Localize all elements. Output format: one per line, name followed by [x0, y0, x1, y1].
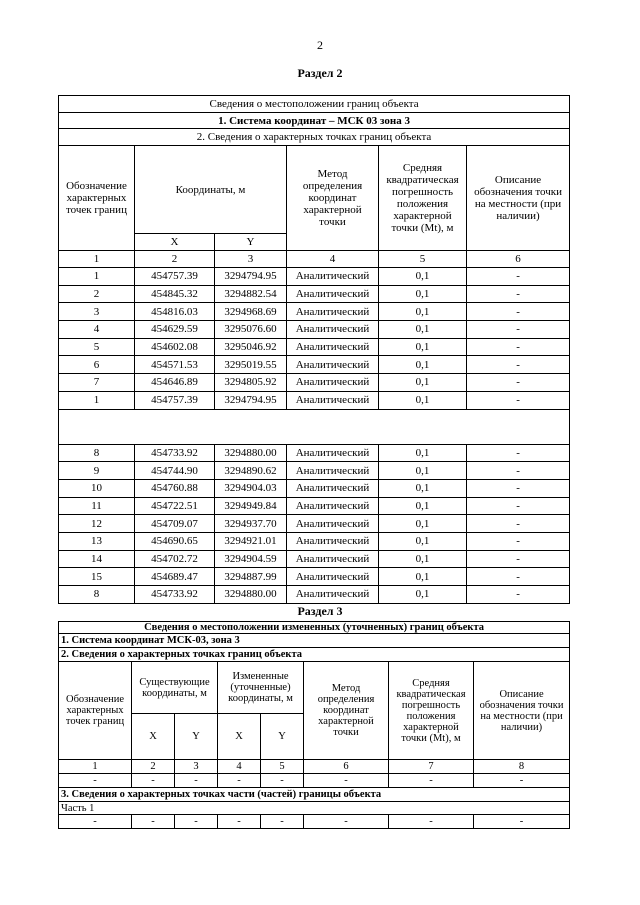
table-cell: 0,1	[379, 568, 467, 586]
table-cell: 3294937.70	[215, 515, 287, 533]
col-number: 1	[59, 251, 135, 268]
dash-cell: -	[132, 774, 175, 788]
separator-cell	[59, 409, 570, 444]
table-cell: 454646.89	[135, 374, 215, 392]
section2-heading: Раздел 2	[297, 66, 343, 80]
table-cell: -	[467, 515, 570, 533]
dash-cell: -	[218, 774, 261, 788]
dash-cell: -	[474, 815, 570, 829]
s3-header-y: Y	[261, 714, 304, 760]
header-error: Средняя квадратическая погрешность положения характерной точки (Mt), м	[379, 146, 467, 251]
dash-cell: -	[304, 815, 389, 829]
table-row	[59, 268, 570, 286]
table-cell: -	[467, 462, 570, 480]
table-cell: Аналитический	[287, 479, 379, 497]
group2-rows	[59, 444, 570, 603]
table-cell: 0,1	[379, 550, 467, 568]
table-cell: 454722.51	[135, 497, 215, 515]
header-description: Описание обозначения точки на местности (при наличии)	[467, 146, 570, 251]
table-cell: 10	[59, 479, 135, 497]
table-cell: 0,1	[379, 586, 467, 604]
table-cell: Аналитический	[287, 285, 379, 303]
table-cell: Аналитический	[287, 462, 379, 480]
table-cell: -	[467, 550, 570, 568]
table-cell: Аналитический	[287, 338, 379, 356]
table-cell: 0,1	[379, 356, 467, 374]
table-cell: 454733.92	[135, 586, 215, 604]
table-cell: 2	[59, 285, 135, 303]
table-cell: Аналитический	[287, 586, 379, 604]
table-cell: 3294880.00	[215, 586, 287, 604]
table-cell: 3295019.55	[215, 356, 287, 374]
s3-col-number: 6	[304, 760, 389, 774]
s3-col-number: 8	[474, 760, 570, 774]
section3-part-label: Часть 1	[59, 802, 570, 815]
table-cell: 454757.39	[135, 391, 215, 409]
table-cell: 454689.47	[135, 568, 215, 586]
table-row	[59, 285, 570, 303]
table-row	[59, 462, 570, 480]
table-row	[59, 356, 570, 374]
table-cell: Аналитический	[287, 568, 379, 586]
table-cell: -	[467, 391, 570, 409]
dash-cell: -	[261, 774, 304, 788]
table-row	[59, 391, 570, 409]
table-cell: 454744.90	[135, 462, 215, 480]
table-cell: -	[467, 374, 570, 392]
table-cell: 4	[59, 321, 135, 339]
table-cell: 454571.53	[135, 356, 215, 374]
table-cell: 14	[59, 550, 135, 568]
section2-title: Сведения о местоположении границ объекта	[59, 96, 570, 113]
col-number: 2	[135, 251, 215, 268]
s3-col-number: 2	[132, 760, 175, 774]
table-cell: 9	[59, 462, 135, 480]
table-cell: 0,1	[379, 303, 467, 321]
table-cell: 0,1	[379, 268, 467, 286]
table-cell: -	[467, 303, 570, 321]
table-cell: 0,1	[379, 391, 467, 409]
dash-cell: -	[175, 815, 218, 829]
table-cell: 3295076.60	[215, 321, 287, 339]
table-cell: 0,1	[379, 338, 467, 356]
section2-subtitle: 2. Сведения о характерных точках границ объекта	[59, 129, 570, 146]
dash-cell: -	[218, 815, 261, 829]
table-cell: 8	[59, 586, 135, 604]
table-cell: -	[467, 338, 570, 356]
table-cell: 454733.92	[135, 444, 215, 462]
table-row	[59, 303, 570, 321]
table-cell: -	[467, 532, 570, 550]
table-cell: 0,1	[379, 532, 467, 550]
table-row	[59, 568, 570, 586]
table-cell: Аналитический	[287, 550, 379, 568]
s3-header-existing: Существующие координаты, м	[132, 662, 218, 714]
table-row	[59, 586, 570, 604]
header-point: Обозначение характерных точек границ	[59, 146, 135, 251]
section3-table	[58, 621, 570, 829]
s3-col-number: 3	[175, 760, 218, 774]
table-cell: 3294794.95	[215, 391, 287, 409]
table-cell: 0,1	[379, 462, 467, 480]
table-cell: 3294904.59	[215, 550, 287, 568]
table-cell: -	[467, 356, 570, 374]
header-y: Y	[215, 234, 287, 251]
table-cell: 3295046.92	[215, 338, 287, 356]
s3-col-number: 1	[59, 760, 132, 774]
group1-rows	[59, 268, 570, 410]
table-cell: 0,1	[379, 374, 467, 392]
dash-cell: -	[132, 815, 175, 829]
s3-header-description: Описание обозначения точки на местности (при наличии)	[474, 662, 570, 760]
table-cell: 5	[59, 338, 135, 356]
section2-table	[58, 95, 570, 604]
table-cell: Аналитический	[287, 515, 379, 533]
section3-title: Сведения о местоположении измененных (уточненных) границ объекта	[59, 622, 570, 634]
table-row	[59, 532, 570, 550]
s3-col-number: 5	[261, 760, 304, 774]
table-cell: 3294882.54	[215, 285, 287, 303]
dash-cell: -	[389, 774, 474, 788]
col-number: 5	[379, 251, 467, 268]
table-cell: Аналитический	[287, 532, 379, 550]
table-cell: -	[467, 285, 570, 303]
table-cell: 454702.72	[135, 550, 215, 568]
table-row	[59, 497, 570, 515]
header-x: X	[135, 234, 215, 251]
table-cell: -	[467, 497, 570, 515]
table-row	[59, 479, 570, 497]
table-cell: 454816.03	[135, 303, 215, 321]
table-cell: 12	[59, 515, 135, 533]
table-cell: 454760.88	[135, 479, 215, 497]
table-cell: Аналитический	[287, 391, 379, 409]
table-cell: 3294880.00	[215, 444, 287, 462]
table-cell: -	[467, 268, 570, 286]
table-cell: Аналитический	[287, 356, 379, 374]
dash-cell: -	[474, 774, 570, 788]
table-cell: 1	[59, 268, 135, 286]
table-row	[59, 374, 570, 392]
table-cell: 8	[59, 444, 135, 462]
col-number: 6	[467, 251, 570, 268]
dash-cell: -	[261, 815, 304, 829]
section3-coord-system: 1. Система координат МСК-03, зона 3	[59, 634, 570, 648]
s3-header-point: Обозначение характерных точек границ	[59, 662, 132, 760]
table-cell: 7	[59, 374, 135, 392]
table-cell: 3294921.01	[215, 532, 287, 550]
table-cell: 3	[59, 303, 135, 321]
col-number: 4	[287, 251, 379, 268]
table-cell: Аналитический	[287, 444, 379, 462]
dash-cell: -	[59, 774, 132, 788]
table-row	[59, 321, 570, 339]
table-cell: 0,1	[379, 285, 467, 303]
table-row	[59, 550, 570, 568]
table-cell: 454757.39	[135, 268, 215, 286]
dash-cell: -	[175, 774, 218, 788]
table-cell: 1	[59, 391, 135, 409]
table-row	[59, 444, 570, 462]
table-cell: 0,1	[379, 321, 467, 339]
table-cell: -	[467, 586, 570, 604]
table-cell: 13	[59, 532, 135, 550]
header-coords: Координаты, м	[135, 146, 287, 234]
table-cell: 3294805.92	[215, 374, 287, 392]
header-method: Метод определения координат характерной точки	[287, 146, 379, 251]
s3-header-y: Y	[175, 714, 218, 760]
group-separator	[59, 409, 570, 444]
table-cell: -	[467, 444, 570, 462]
table-cell: Аналитический	[287, 303, 379, 321]
s3-header-changed: Измененные (уточненные) координаты, м	[218, 662, 304, 714]
table-cell: Аналитический	[287, 374, 379, 392]
section3-subtitle: 2. Сведения о характерных точках границ объекта	[59, 648, 570, 662]
table-cell: 0,1	[379, 497, 467, 515]
section2-coord-system: 1. Система координат – МСК 03 зона 3	[59, 113, 570, 129]
table-cell: 0,1	[379, 515, 467, 533]
s3-header-x: X	[132, 714, 175, 760]
section3-heading: Раздел 3	[297, 604, 343, 618]
col-number: 3	[215, 251, 287, 268]
table-cell: 11	[59, 497, 135, 515]
table-cell: 3294887.99	[215, 568, 287, 586]
table-row	[59, 515, 570, 533]
table-cell: 454690.65	[135, 532, 215, 550]
dash-cell: -	[389, 815, 474, 829]
s3-header-error: Средняя квадратическая погрешность положения характерной точки (Mt), м	[389, 662, 474, 760]
dash-cell: -	[304, 774, 389, 788]
table-cell: 3294968.69	[215, 303, 287, 321]
table-cell: 0,1	[379, 444, 467, 462]
table-cell: Аналитический	[287, 497, 379, 515]
table-row	[59, 338, 570, 356]
table-cell: Аналитический	[287, 268, 379, 286]
dash-cell: -	[59, 815, 132, 829]
page-number: 2	[317, 38, 323, 52]
table-cell: 15	[59, 568, 135, 586]
table-cell: -	[467, 568, 570, 586]
table-cell: 3294794.95	[215, 268, 287, 286]
table-cell: 3294904.03	[215, 479, 287, 497]
table-cell: 454602.08	[135, 338, 215, 356]
table-cell: 3294890.62	[215, 462, 287, 480]
table-cell: 6	[59, 356, 135, 374]
table-cell: 454629.59	[135, 321, 215, 339]
s3-col-number: 7	[389, 760, 474, 774]
table-cell: -	[467, 479, 570, 497]
table-cell: -	[467, 321, 570, 339]
table-cell: 0,1	[379, 479, 467, 497]
table-cell: 454709.07	[135, 515, 215, 533]
table-cell: 454845.32	[135, 285, 215, 303]
table-cell: 3294949.84	[215, 497, 287, 515]
s3-col-number: 4	[218, 760, 261, 774]
s3-header-x: X	[218, 714, 261, 760]
section3-part-title: 3. Сведения о характерных точках части (частей) границы объекта	[59, 788, 570, 802]
table-cell: Аналитический	[287, 321, 379, 339]
s3-header-method: Метод определения координат характерной точки	[304, 662, 389, 760]
